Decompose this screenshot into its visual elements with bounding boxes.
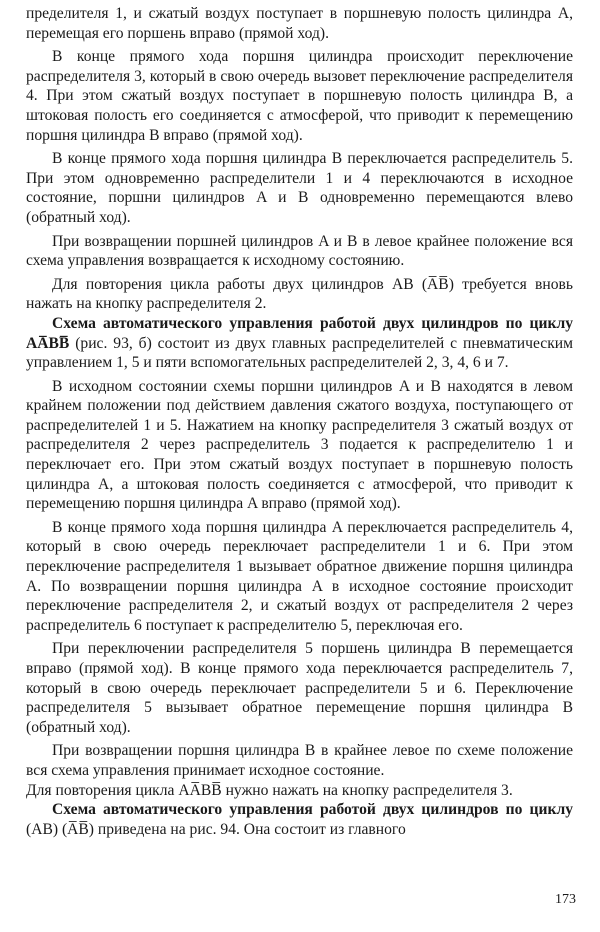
paragraph-2: В конце прямого хода поршня цилиндра B переключается распределитель 5. При этом одновременно распределители 1 и 4 переключаются в исходное состояние, поршни цилиндров A и B одновременно перемещаются влево (обратный ход).: [26, 150, 573, 226]
section-heading-2: Схема автоматического управления работой двух цилиндров по циклу: [52, 801, 573, 819]
paragraph-4: Для повторения цикла работы двух цилиндров AB (A̅B̅) требуется вновь нажать на кнопку распределителя 2.: [26, 275, 573, 313]
paragraph-5-text: (рис. 93, б) состоит из двух главных распределителей с пневматическим управлением 1, 5 и пяти вспомогательных распределителей 2, 3, 4, 6 и 7.: [26, 334, 573, 372]
paragraph-5: [26, 314, 573, 373]
paragraph-7: В конце прямого хода поршня цилиндра A переключается распределитель 4, который в свою очередь переключает распределители 1 и 6. При этом переключение распределителя 1 вызывает обратное движение поршня цилиндра A. По возвращении поршня цилиндра A в исходное состояние происходит переключение распределителя 2, и сжатый воздух от распределителя 2 через распределитель 6 поступает к распределителю 5, переключая его.: [26, 518, 573, 634]
paragraph-0: пределителя 1, и сжатый воздух поступает в поршневую полость цилиндра A, перемещая его поршень вправо (прямой ход).: [26, 5, 573, 42]
paragraph-11-text: (AB) (A̅B̅) приведена на рис. 94. Она состоит из главного: [26, 820, 406, 838]
paragraph-9: При возвращении поршня цилиндра B в крайнее левое по схеме положение вся схема управления принимает исходное состояние.: [26, 742, 573, 779]
paragraph-10: Для повторения цикла AA̅BB̅ нужно нажать на кнопку распределителя 3.: [26, 781, 513, 799]
paragraph-8: При переключении распределителя 5 поршень цилиндра B перемещается вправо (прямой ход). В конце прямого хода переключается распределитель 7, который в свою очередь переключает распределители 5 и 6. Переключение распределителя 5 вызывает обратное перемещение поршня цилиндра B (обратный ход).: [26, 640, 573, 736]
paragraph-11: [26, 800, 573, 839]
section-heading: Схема автоматического управления работой двух цилиндров по циклу AA̅BB̅: [26, 314, 573, 352]
page-number: 173: [555, 892, 576, 907]
paragraph-1: В конце прямого хода поршня цилиндра происходит переключение распределителя 3, который в свою очередь вызовет переключение распределителя 4. При этом сжатый воздух поступает в поршневую полость цилиндра B, а штоковая полость его соединяется с атмосферой, что приводит к перемещению поршня цилиндра B вправо (прямой ход).: [26, 48, 573, 144]
paragraph-3: При возвращении поршней цилиндров A и B в левое крайнее положение вся схема управления возвращается к исходному состоянию.: [26, 232, 573, 270]
paragraph-6: В исходном состоянии схемы поршни цилиндров A и B находятся в левом крайнем положении под действием давления сжатого воздуха, поступающего от распределителей 1 и 5. Нажатием на кнопку распределителя 3 сжатый воздух от распределителя 2 через распределитель 3 подается к распределителю 1 и переключает его. При этом сжатый воздух поступает в поршневую полость цилиндра A, а штоковая полость соединяется с атмосферой, что приводит к перемещению поршня цилиндра A вправо (прямой ход).: [26, 377, 573, 513]
